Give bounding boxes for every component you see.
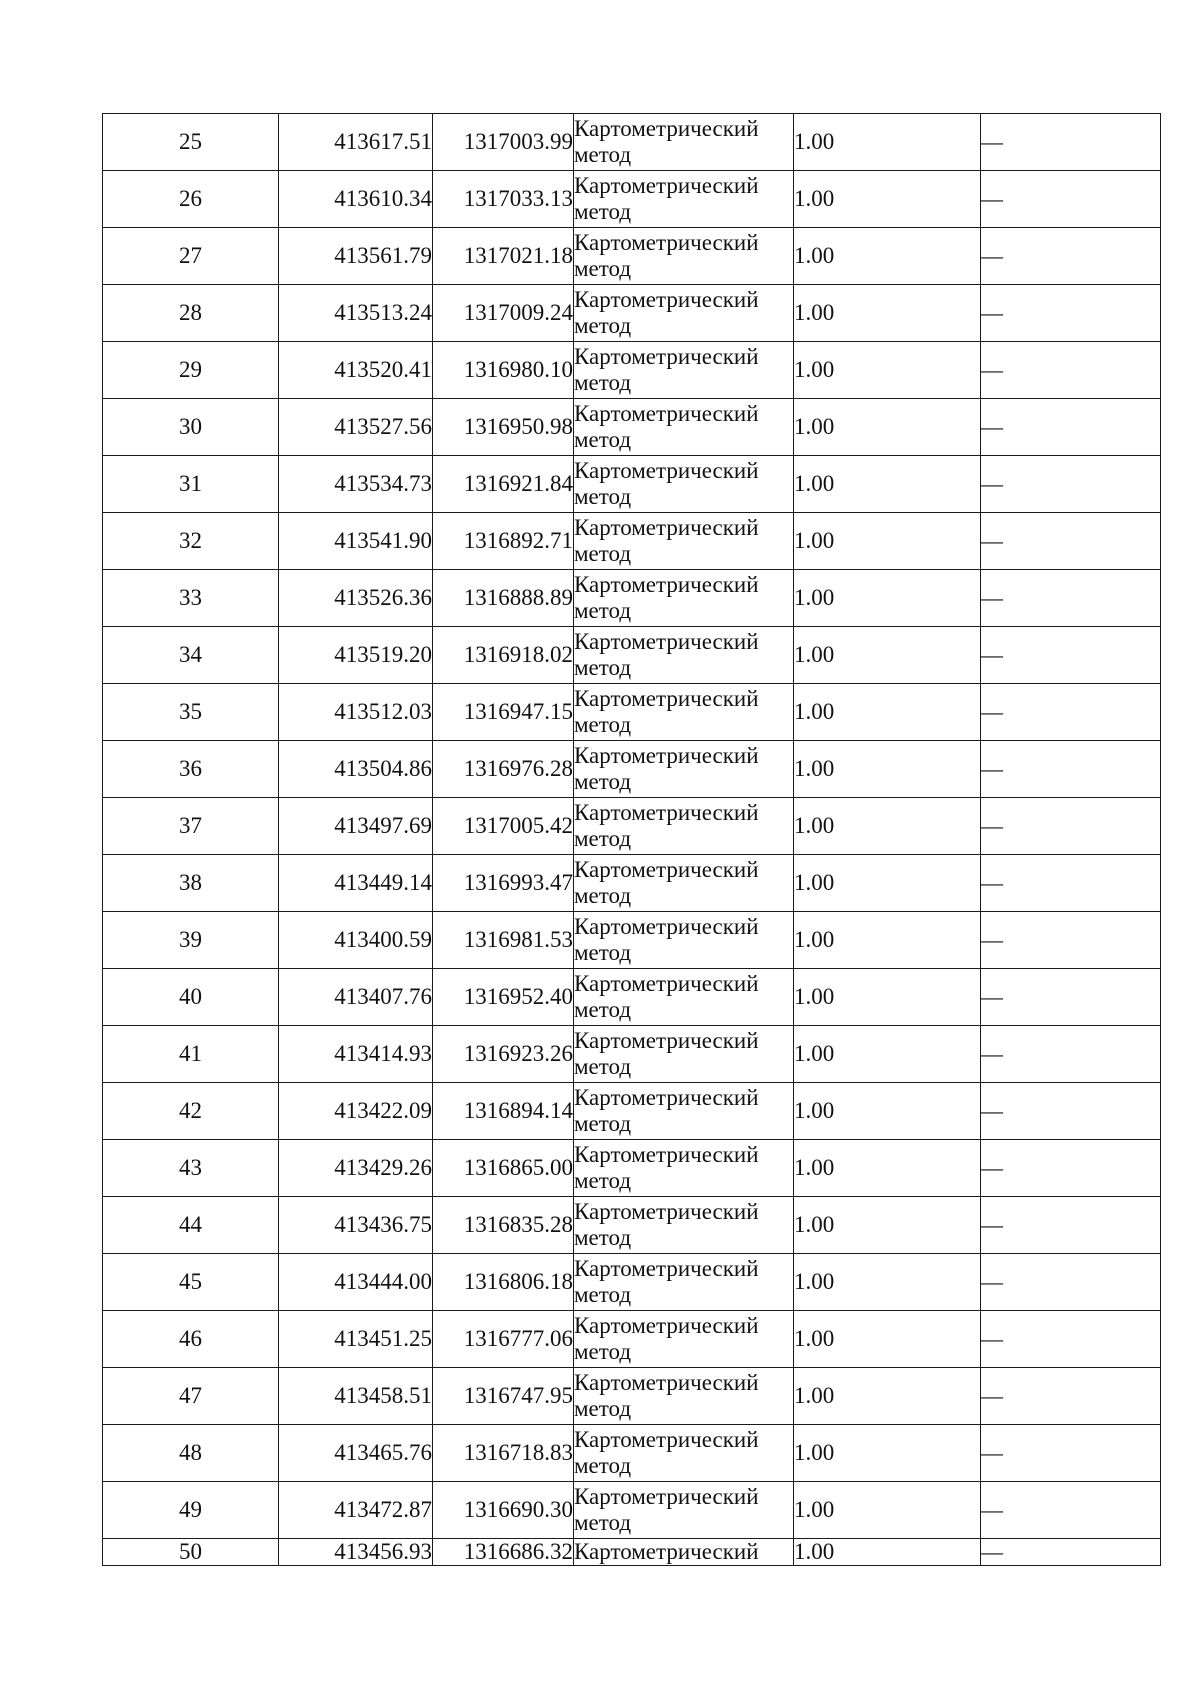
method-text-line: метод xyxy=(574,1225,632,1250)
point-number-cell: 49 xyxy=(103,1482,279,1539)
y-coordinate-cell: 1317033.13 xyxy=(433,171,574,228)
x-coordinate-cell: 413472.87 xyxy=(279,1482,433,1539)
table-row xyxy=(103,1140,1161,1197)
description-cell xyxy=(981,1311,1161,1368)
method-cell xyxy=(574,855,794,912)
description-cell xyxy=(981,855,1161,912)
method-cell xyxy=(574,1197,794,1254)
method-text-line: метод xyxy=(574,142,632,167)
method-cell xyxy=(574,1026,794,1083)
x-coordinate-cell: 413465.76 xyxy=(279,1425,433,1482)
y-coordinate-cell: 1316947.15 xyxy=(433,684,574,741)
method-cell xyxy=(574,1368,794,1425)
coordinates-table-body xyxy=(103,114,1161,1566)
accuracy-cell: 1.00 xyxy=(794,912,981,969)
method-text-line: метод xyxy=(574,1396,632,1421)
accuracy-cell: 1.00 xyxy=(794,1368,981,1425)
y-coordinate-cell: 1316888.89 xyxy=(433,570,574,627)
method-cell xyxy=(574,1140,794,1197)
x-coordinate-cell: 413451.25 xyxy=(279,1311,433,1368)
dash-text: — xyxy=(981,1539,1003,1564)
method-text-line: метод xyxy=(574,826,632,851)
dash-text: — xyxy=(981,927,1003,952)
method-cell xyxy=(574,1083,794,1140)
table-row xyxy=(103,1083,1161,1140)
method-cell xyxy=(574,1482,794,1539)
description-cell xyxy=(981,1140,1161,1197)
accuracy-cell: 1.00 xyxy=(794,684,981,741)
method-text-line: метод xyxy=(574,1282,632,1307)
point-number-cell: 48 xyxy=(103,1425,279,1482)
x-coordinate-cell: 413497.69 xyxy=(279,798,433,855)
x-coordinate-cell: 413520.41 xyxy=(279,342,433,399)
accuracy-cell: 1.00 xyxy=(794,1254,981,1311)
x-coordinate-cell: 413449.14 xyxy=(279,855,433,912)
x-coordinate-cell: 413444.00 xyxy=(279,1254,433,1311)
point-number-cell: 40 xyxy=(103,969,279,1026)
y-coordinate-cell: 1316981.53 xyxy=(433,912,574,969)
accuracy-cell: 1.00 xyxy=(794,1311,981,1368)
description-cell xyxy=(981,798,1161,855)
accuracy-cell: 1.00 xyxy=(794,228,981,285)
method-text-line: метод xyxy=(574,1339,632,1364)
dash-text: — xyxy=(981,129,1003,154)
method-text-line: Картометрический xyxy=(574,515,759,540)
table-row xyxy=(103,798,1161,855)
accuracy-cell: 1.00 xyxy=(794,342,981,399)
method-text-line: Картометрический xyxy=(574,1427,759,1452)
accuracy-cell: 1.00 xyxy=(794,855,981,912)
description-cell xyxy=(981,1368,1161,1425)
table-row xyxy=(103,114,1161,171)
accuracy-cell: 1.00 xyxy=(794,456,981,513)
point-number-cell: 28 xyxy=(103,285,279,342)
x-coordinate-cell: 413407.76 xyxy=(279,969,433,1026)
method-text-line: метод xyxy=(574,1054,632,1079)
method-cell xyxy=(574,399,794,456)
x-coordinate-cell: 413512.03 xyxy=(279,684,433,741)
coordinates-table xyxy=(102,113,1161,1566)
y-coordinate-cell: 1316686.32 xyxy=(433,1539,574,1566)
method-cell xyxy=(574,1425,794,1482)
dash-text: — xyxy=(981,357,1003,382)
description-cell xyxy=(981,171,1161,228)
method-text-line: метод xyxy=(574,484,632,509)
method-text-line: метод xyxy=(574,883,632,908)
point-number-cell: 46 xyxy=(103,1311,279,1368)
description-cell xyxy=(981,342,1161,399)
accuracy-cell: 1.00 xyxy=(794,171,981,228)
method-text-line: метод xyxy=(574,1510,632,1535)
method-text-line: метод xyxy=(574,541,632,566)
description-cell xyxy=(981,1482,1161,1539)
dash-text: — xyxy=(981,1326,1003,1351)
dash-text: — xyxy=(981,1269,1003,1294)
method-text-line: Картометрический xyxy=(574,344,759,369)
point-number-cell: 45 xyxy=(103,1254,279,1311)
method-cell xyxy=(574,342,794,399)
dash-text: — xyxy=(981,984,1003,1009)
method-text-line: Картометрический xyxy=(574,287,759,312)
point-number-cell: 27 xyxy=(103,228,279,285)
dash-text: — xyxy=(981,756,1003,781)
method-text-line: Картометрический xyxy=(574,230,759,255)
method-text-line: Картометрический xyxy=(574,1539,759,1564)
table-row xyxy=(103,912,1161,969)
description-cell xyxy=(981,969,1161,1026)
y-coordinate-cell: 1317021.18 xyxy=(433,228,574,285)
description-cell xyxy=(981,912,1161,969)
y-coordinate-cell: 1316747.95 xyxy=(433,1368,574,1425)
description-cell xyxy=(981,1425,1161,1482)
dash-text: — xyxy=(981,1383,1003,1408)
description-cell xyxy=(981,570,1161,627)
point-number-cell: 50 xyxy=(103,1539,279,1566)
point-number-cell: 42 xyxy=(103,1083,279,1140)
method-cell xyxy=(574,1254,794,1311)
dash-text: — xyxy=(981,1212,1003,1237)
y-coordinate-cell: 1316976.28 xyxy=(433,741,574,798)
point-number-cell: 43 xyxy=(103,1140,279,1197)
method-cell xyxy=(574,570,794,627)
table-row xyxy=(103,171,1161,228)
table-row xyxy=(103,1197,1161,1254)
method-cell xyxy=(574,798,794,855)
description-cell xyxy=(981,399,1161,456)
point-number-cell: 38 xyxy=(103,855,279,912)
table-row xyxy=(103,1254,1161,1311)
y-coordinate-cell: 1316892.71 xyxy=(433,513,574,570)
table-row xyxy=(103,969,1161,1026)
y-coordinate-cell: 1316865.00 xyxy=(433,1140,574,1197)
description-cell xyxy=(981,513,1161,570)
table-row xyxy=(103,1482,1161,1539)
description-cell xyxy=(981,684,1161,741)
accuracy-cell: 1.00 xyxy=(794,399,981,456)
dash-text: — xyxy=(981,528,1003,553)
method-text-line: Картометрический xyxy=(574,914,759,939)
dash-text: — xyxy=(981,1497,1003,1522)
x-coordinate-cell: 413429.26 xyxy=(279,1140,433,1197)
method-cell xyxy=(574,228,794,285)
method-text-line: метод xyxy=(574,199,632,224)
table-row xyxy=(103,1026,1161,1083)
table-row xyxy=(103,1368,1161,1425)
point-number-cell: 31 xyxy=(103,456,279,513)
dash-text: — xyxy=(981,471,1003,496)
y-coordinate-cell: 1316923.26 xyxy=(433,1026,574,1083)
point-number-cell: 41 xyxy=(103,1026,279,1083)
table-row xyxy=(103,342,1161,399)
x-coordinate-cell: 413617.51 xyxy=(279,114,433,171)
y-coordinate-cell: 1316806.18 xyxy=(433,1254,574,1311)
x-coordinate-cell: 413527.56 xyxy=(279,399,433,456)
method-text-line: метод xyxy=(574,370,632,395)
accuracy-cell: 1.00 xyxy=(794,1539,981,1566)
table-row xyxy=(103,1425,1161,1482)
y-coordinate-cell: 1316894.14 xyxy=(433,1083,574,1140)
description-cell xyxy=(981,114,1161,171)
description-cell xyxy=(981,285,1161,342)
dash-text: — xyxy=(981,186,1003,211)
accuracy-cell: 1.00 xyxy=(794,1026,981,1083)
x-coordinate-cell: 413504.86 xyxy=(279,741,433,798)
method-text-line: Картометрический xyxy=(574,743,759,768)
method-text-line: Картометрический xyxy=(574,572,759,597)
method-text-line: Картометрический xyxy=(574,116,759,141)
method-cell xyxy=(574,114,794,171)
accuracy-cell: 1.00 xyxy=(794,513,981,570)
accuracy-cell: 1.00 xyxy=(794,285,981,342)
point-number-cell: 44 xyxy=(103,1197,279,1254)
x-coordinate-cell: 413526.36 xyxy=(279,570,433,627)
method-text-line: метод xyxy=(574,313,632,338)
dash-text: — xyxy=(981,1440,1003,1465)
y-coordinate-cell: 1317005.42 xyxy=(433,798,574,855)
y-coordinate-cell: 1316993.47 xyxy=(433,855,574,912)
y-coordinate-cell: 1316952.40 xyxy=(433,969,574,1026)
description-cell xyxy=(981,1254,1161,1311)
dash-text: — xyxy=(981,813,1003,838)
accuracy-cell: 1.00 xyxy=(794,1425,981,1482)
y-coordinate-cell: 1317003.99 xyxy=(433,114,574,171)
table-row xyxy=(103,1311,1161,1368)
description-cell xyxy=(981,1539,1161,1566)
table-row xyxy=(103,285,1161,342)
table-row xyxy=(103,399,1161,456)
point-number-cell: 26 xyxy=(103,171,279,228)
point-number-cell: 34 xyxy=(103,627,279,684)
dash-text: — xyxy=(981,585,1003,610)
x-coordinate-cell: 413414.93 xyxy=(279,1026,433,1083)
dash-text: — xyxy=(981,870,1003,895)
method-text-line: Картометрический xyxy=(574,800,759,825)
x-coordinate-cell: 413534.73 xyxy=(279,456,433,513)
method-cell xyxy=(574,741,794,798)
x-coordinate-cell: 413400.59 xyxy=(279,912,433,969)
point-number-cell: 25 xyxy=(103,114,279,171)
accuracy-cell: 1.00 xyxy=(794,969,981,1026)
table-row xyxy=(103,570,1161,627)
y-coordinate-cell: 1317009.24 xyxy=(433,285,574,342)
point-number-cell: 33 xyxy=(103,570,279,627)
method-text-line: Картометрический xyxy=(574,173,759,198)
y-coordinate-cell: 1316980.10 xyxy=(433,342,574,399)
method-text-line: Картометрический xyxy=(574,1028,759,1053)
method-text-line: метод xyxy=(574,1168,632,1193)
point-number-cell: 32 xyxy=(103,513,279,570)
x-coordinate-cell: 413422.09 xyxy=(279,1083,433,1140)
method-text-line: метод xyxy=(574,769,632,794)
x-coordinate-cell: 413541.90 xyxy=(279,513,433,570)
table-row xyxy=(103,513,1161,570)
description-cell xyxy=(981,1026,1161,1083)
y-coordinate-cell: 1316950.98 xyxy=(433,399,574,456)
dash-text: — xyxy=(981,414,1003,439)
description-cell xyxy=(981,1083,1161,1140)
method-cell xyxy=(574,1311,794,1368)
accuracy-cell: 1.00 xyxy=(794,1083,981,1140)
method-text-line: метод xyxy=(574,712,632,737)
x-coordinate-cell: 413610.34 xyxy=(279,171,433,228)
method-text-line: метод xyxy=(574,655,632,680)
y-coordinate-cell: 1316718.83 xyxy=(433,1425,574,1482)
method-text-line: Картометрический xyxy=(574,857,759,882)
method-text-line: метод xyxy=(574,997,632,1022)
method-text-line: Картометрический xyxy=(574,686,759,711)
dash-text: — xyxy=(981,1155,1003,1180)
point-number-cell: 36 xyxy=(103,741,279,798)
accuracy-cell: 1.00 xyxy=(794,798,981,855)
y-coordinate-cell: 1316690.30 xyxy=(433,1482,574,1539)
dash-text: — xyxy=(981,300,1003,325)
table-row xyxy=(103,741,1161,798)
method-text-line: Картометрический xyxy=(574,1256,759,1281)
y-coordinate-cell: 1316777.06 xyxy=(433,1311,574,1368)
method-cell xyxy=(574,513,794,570)
dash-text: — xyxy=(981,243,1003,268)
y-coordinate-cell: 1316918.02 xyxy=(433,627,574,684)
x-coordinate-cell: 413519.20 xyxy=(279,627,433,684)
y-coordinate-cell: 1316921.84 xyxy=(433,456,574,513)
point-number-cell: 47 xyxy=(103,1368,279,1425)
method-cell xyxy=(574,285,794,342)
x-coordinate-cell: 413513.24 xyxy=(279,285,433,342)
method-cell xyxy=(574,969,794,1026)
method-text-line: метод xyxy=(574,256,632,281)
table-row xyxy=(103,456,1161,513)
method-text-line: Картометрический xyxy=(574,1313,759,1338)
x-coordinate-cell: 413561.79 xyxy=(279,228,433,285)
method-text-line: Картометрический xyxy=(574,401,759,426)
method-text-line: метод xyxy=(574,427,632,452)
point-number-cell: 30 xyxy=(103,399,279,456)
method-cell xyxy=(574,171,794,228)
dash-text: — xyxy=(981,642,1003,667)
method-text-line: Картометрический xyxy=(574,1085,759,1110)
table-row xyxy=(103,228,1161,285)
description-cell xyxy=(981,627,1161,684)
document-page xyxy=(102,113,1160,1566)
point-number-cell: 39 xyxy=(103,912,279,969)
accuracy-cell: 1.00 xyxy=(794,1197,981,1254)
dash-text: — xyxy=(981,1041,1003,1066)
table-row xyxy=(103,684,1161,741)
method-text-line: Картометрический xyxy=(574,1484,759,1509)
point-number-cell: 37 xyxy=(103,798,279,855)
method-cell xyxy=(574,456,794,513)
method-text-line: Картометрический xyxy=(574,458,759,483)
accuracy-cell: 1.00 xyxy=(794,1140,981,1197)
accuracy-cell: 1.00 xyxy=(794,741,981,798)
table-row xyxy=(103,855,1161,912)
x-coordinate-cell: 413458.51 xyxy=(279,1368,433,1425)
method-text-line: Картометрический xyxy=(574,1370,759,1395)
method-text-line: Картометрический xyxy=(574,971,759,996)
method-text-line: Картометрический xyxy=(574,1199,759,1224)
description-cell xyxy=(981,1197,1161,1254)
table-row xyxy=(103,627,1161,684)
method-cell xyxy=(574,627,794,684)
table-row xyxy=(103,1539,1161,1566)
description-cell xyxy=(981,456,1161,513)
x-coordinate-cell: 413456.93 xyxy=(279,1539,433,1566)
method-cell xyxy=(574,684,794,741)
x-coordinate-cell: 413436.75 xyxy=(279,1197,433,1254)
y-coordinate-cell: 1316835.28 xyxy=(433,1197,574,1254)
method-text-line: метод xyxy=(574,598,632,623)
description-cell xyxy=(981,228,1161,285)
point-number-cell: 35 xyxy=(103,684,279,741)
method-cell xyxy=(574,1539,794,1566)
dash-text: — xyxy=(981,699,1003,724)
accuracy-cell: 1.00 xyxy=(794,1482,981,1539)
accuracy-cell: 1.00 xyxy=(794,114,981,171)
method-text-line: Картометрический xyxy=(574,629,759,654)
method-cell xyxy=(574,912,794,969)
method-text-line: метод xyxy=(574,1111,632,1136)
method-text-line: метод xyxy=(574,940,632,965)
accuracy-cell: 1.00 xyxy=(794,627,981,684)
method-text-line: метод xyxy=(574,1453,632,1478)
point-number-cell: 29 xyxy=(103,342,279,399)
description-cell xyxy=(981,741,1161,798)
accuracy-cell: 1.00 xyxy=(794,570,981,627)
dash-text: — xyxy=(981,1098,1003,1123)
method-text-line: Картометрический xyxy=(574,1142,759,1167)
